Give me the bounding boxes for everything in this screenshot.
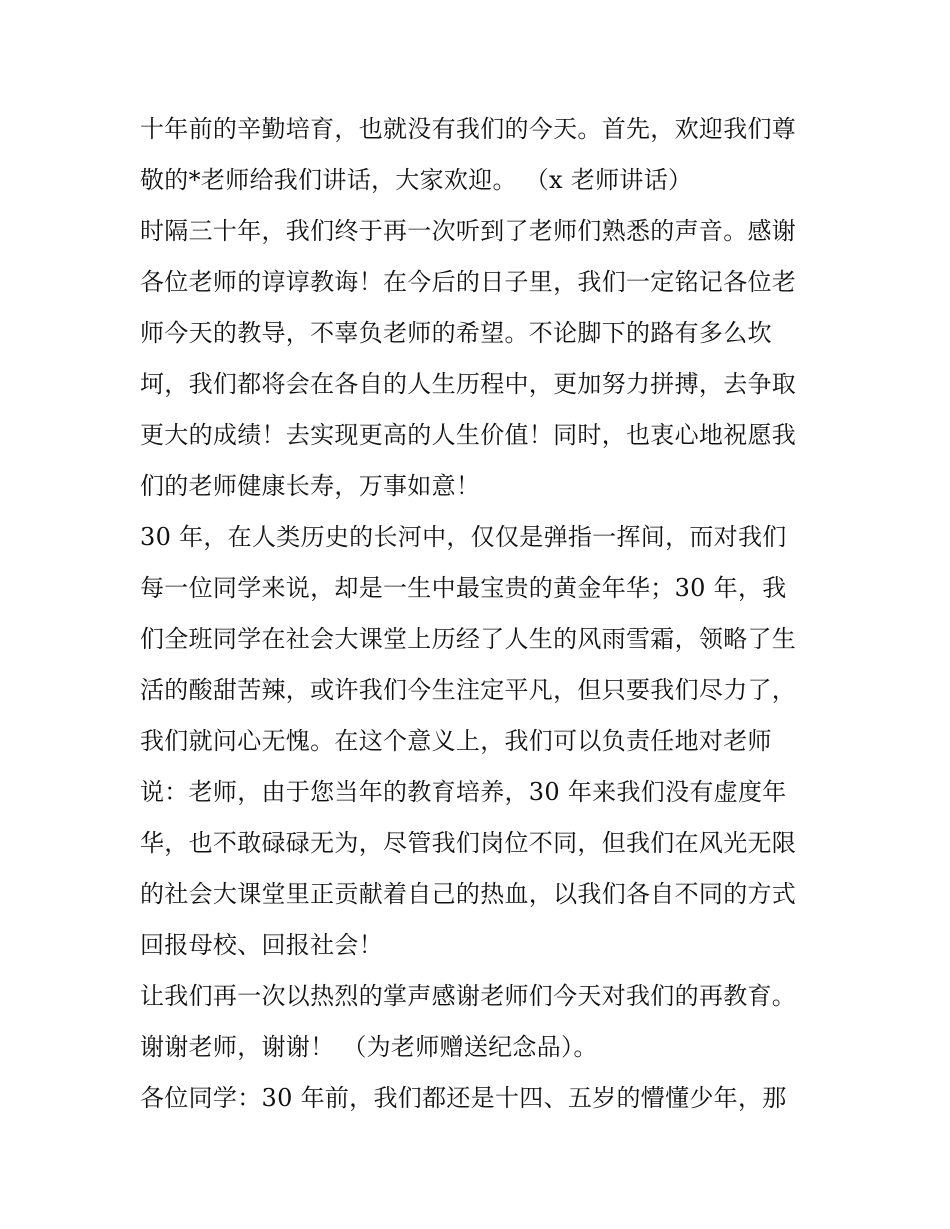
text-line: 说：老师，由于您当年的教育培养，30 年来我们没有虚度年 [140, 778, 787, 806]
text-line: 30 年，在人类历史的长河中，仅仅是弹指一挥间，而对我们 [140, 523, 787, 551]
text-line: 华，也不敢碌碌无为，尽管我们岗位不同，但我们在风光无限 [140, 829, 797, 857]
text-line: 让我们再一次以热烈的掌声感谢老师们今天对我们的再教育。 [140, 982, 797, 1010]
text-line: 的社会大课堂里正贡献着自己的热血，以我们各自不同的方式 [140, 880, 797, 908]
text-line: 活的酸甜苦辣，或许我们今生注定平凡，但只要我们尽力了， [140, 676, 797, 704]
text-line: 们全班同学在社会大课堂上历经了人生的风雨雪霜，领略了生 [140, 625, 797, 653]
text-line: 回报母校、回报社会！ [140, 931, 383, 959]
text-line: 我们就问心无愧。在这个意义上，我们可以负责任地对老师 [140, 727, 772, 755]
text-line: 坷，我们都将会在各自的人生历程中，更加努力拼搏，去争取 [140, 370, 797, 398]
text-line: 更大的成绩！去实现更高的人生价值！同时，也衷心地祝愿我 [140, 421, 797, 449]
text-line: 各位老师的谆谆教诲！在今后的日子里，我们一定铭记各位老 [140, 268, 797, 296]
text-line: 师今天的教导，不辜负老师的希望。不论脚下的路有多么坎 [140, 319, 772, 347]
text-line: 十年前的辛勤培育，也就没有我们的今天。首先，欢迎我们尊 [140, 115, 797, 143]
text-line: 们的老师健康长寿，万事如意！ [140, 472, 481, 500]
text-line: 各位同学：30 年前，我们都还是十四、五岁的懵懂少年，那 [140, 1084, 787, 1112]
text-line: 谢谢老师，谢谢！ （为老师赠送纪念品）。 [140, 1033, 598, 1061]
text-line: 敬的*老师给我们讲话，大家欢迎。 （x 老师讲话） [140, 166, 693, 194]
text-line: 每一位同学来说，却是一生中最宝贵的黄金年华；30 年，我 [140, 574, 787, 602]
text-line: 时隔三十年，我们终于再一次听到了老师们熟悉的声音。感谢 [140, 217, 797, 245]
